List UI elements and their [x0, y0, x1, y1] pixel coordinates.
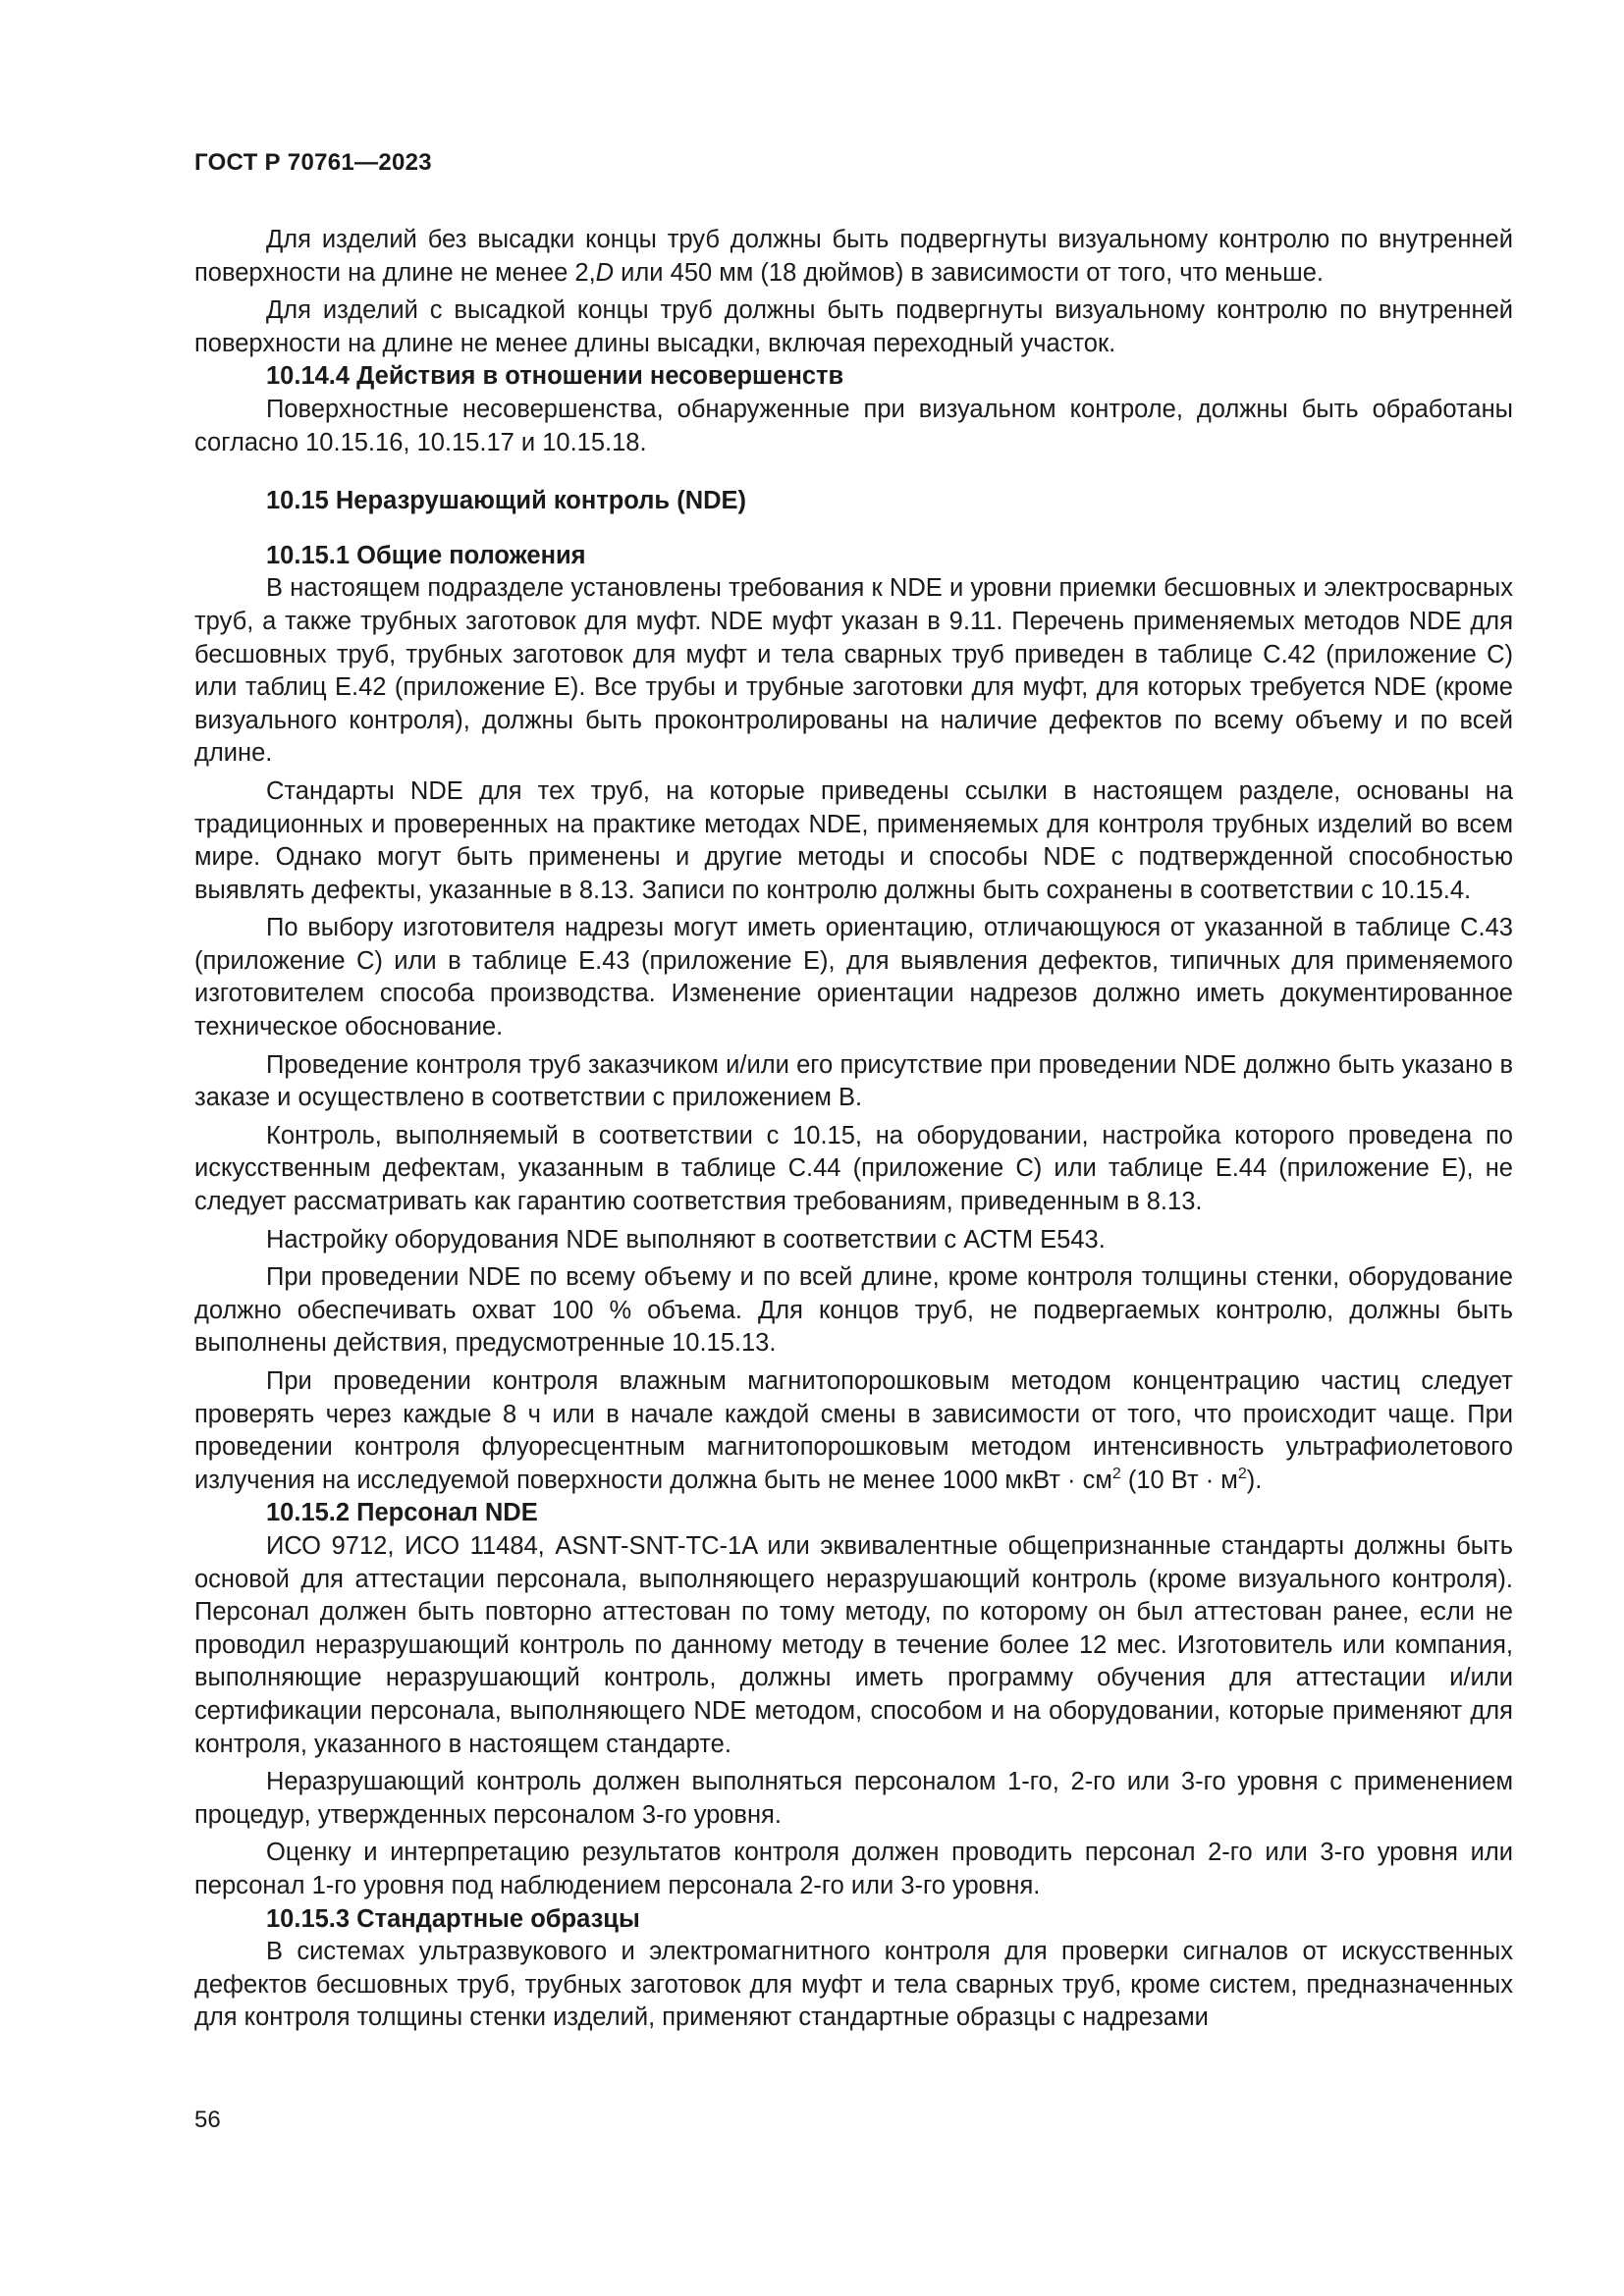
document-body: [194, 224, 1513, 2035]
paragraph: Неразрушающий контроль должен выполняться персоналом 1-го, 2-го или 3-го уровня с применением процедур, утвержденных персоналом 3-го уровня.: [194, 1768, 1513, 1829]
paragraph: Стандарты NDE для тех труб, на которые приведены ссылки в настоящем разделе, основаны на традиционных и проверенных на практике методах NDE, применяемых для контроля трубных изделий во всем мире. Однако могут быть применены и другие методы и способы NDE с подтвержденной способностью выявлять дефекты, указанные в 8.13. Записи по контролю должны быть сохранены в соответствии с 10.15.4.: [194, 776, 1513, 904]
variable-d: D: [595, 258, 615, 287]
paragraph: [194, 1365, 1513, 1497]
paragraph: В системах ультразвукового и электромагнитного контроля для проверки сигналов от искусственных дефектов бесшовных труб, трубных заготовок для муфт и тела сварных труб, кроме систем, предназначенных для контроля толщины стенки изделий, применяют стандартные образцы с надрезами: [194, 1938, 1513, 2032]
paragraph: Поверхностные несовершенства, обнаруженные при визуальном контроле, должны быть обработаны согласно 10.15.16, 10.15.17 и 10.15.18.: [194, 395, 1513, 456]
paragraph-text: ).: [1246, 1466, 1263, 1494]
section-heading-10-15-2: 10.15.2 Персонал NDE: [266, 1499, 538, 1527]
paragraph-text: При проведении контроля влажным магнитопорошковым методом концентрацию частиц следует проверять через каждые 8 ч или в начале каждой смены в зависимости от того, что происходит чаще. При проведении контроля флуоресцентным магнитопорошковым методом интенсивность ультрафиолетового излучения на исследуемой поверхности должна быть не менее 1000 мкВт · см: [194, 1367, 1513, 1494]
paragraph-text: или 450 мм (18 дюймов) в зависимости от того, что меньше.: [614, 258, 1324, 287]
page-number: 56: [194, 2107, 221, 2133]
section-heading-10-14-4: 10.14.4 Действия в отношении несовершенств: [266, 362, 844, 391]
paragraph: Контроль, выполняемый в соответствии с 10.15, на оборудовании, настройка которого проведена по искусственным дефектам, указанным в таблице С.44 (приложение С) или таблице Е.44 (приложение Е), не следует рассматривать как гарантию соответствия требованиям, приведенным в 8.13.: [194, 1121, 1513, 1216]
section-heading-10-15: 10.15 Неразрушающий контроль (NDE): [266, 487, 747, 515]
paragraph: ИСО 9712, ИСО 11484, ASNT-SNT-TC-1A или эквивалентные общепризнанные стандарты должны быть основой для аттестации персонала, выполняющего неразрушающий контроль (кроме визуального контроля). Персонал должен быть повторно аттестован по тому методу, по которому он был аттестован ранее, если не проводил неразрушающий контроль по данному методу в течение более 12 мес. Изготовитель или компания, выполняющие неразрушающий контроль, должны иметь программу обучения для аттестации и/или сертификации персонала, выполняющего NDE методом, способом и на оборудовании, которые применяют для контроля, указанного в настоящем стандарте.: [194, 1531, 1513, 1758]
paragraph-text: (10 Вт · м: [1120, 1466, 1238, 1494]
paragraph: В настоящем подразделе установлены требования к NDE и уровни приемки бесшовных и электросварных труб, а также трубных заготовок для муфт. NDE муфт указан в 9.11. Перечень применяемых методов NDE для бесшовных труб, трубных заготовок для муфт и тела сварных труб приведен в таблице С.42 (приложение С) или таблиц Е.42 (приложение Е). Все трубы и трубные заготовки для муфт, для которых требуется NDE (кроме визуального контроля), должны быть проконтролированы на наличие дефектов по всему объему и по всей длине.: [194, 574, 1513, 768]
superscript: 2: [1111, 1465, 1121, 1482]
paragraph: [194, 224, 1513, 290]
paragraph: Оценку и интерпретацию результатов контроля должен проводить персонал 2-го или 3-го уровня или персонал 1-го уровня под наблюдением персонала 2-го или 3-го уровня.: [194, 1839, 1513, 1899]
paragraph: По выбору изготовителя надрезы могут иметь ориентацию, отличающуюся от указанной в таблице С.43 (приложение С) или в таблице Е.43 (приложение Е), для выявления дефектов, типичных для применяемого изготовителем способа производства. Изменение ориентации надрезов должно иметь документированное техническое обоснование.: [194, 914, 1513, 1041]
paragraph: Для изделий с высадкой концы труб должны быть подвергнуты визуальному контролю по внутренней поверхности на длине не менее длины высадки, включая переходный участок.: [194, 296, 1513, 357]
document-header: ГОСТ Р 70761—2023: [194, 149, 432, 176]
paragraph: При проведении NDE по всему объему и по всей длине, кроме контроля толщины стенки, оборудование должно обеспечивать охват 100 % объема. Для концов труб, не подвергаемых контролю, должны быть выполнены действия, предусмотренные 10.15.13.: [194, 1263, 1513, 1358]
paragraph: Проведение контроля труб заказчиком и/или его присутствие при проведении NDE должно быть указано в заказе и осуществлено в соответствии с приложением В.: [194, 1050, 1513, 1112]
superscript: 2: [1237, 1465, 1247, 1482]
paragraph-text: Для изделий без высадки концы труб должны быть подвергнуты визуальному контролю по внутренней поверхности на длине не менее 2,: [194, 226, 1513, 287]
section-heading-10-15-3: 10.15.3 Стандартные образцы: [266, 1904, 640, 1933]
section-heading-10-15-1: 10.15.1 Общие положения: [266, 541, 586, 569]
paragraph: Настройку оборудования NDE выполняют в соответствии с АСТМ Е543.: [266, 1225, 1106, 1254]
